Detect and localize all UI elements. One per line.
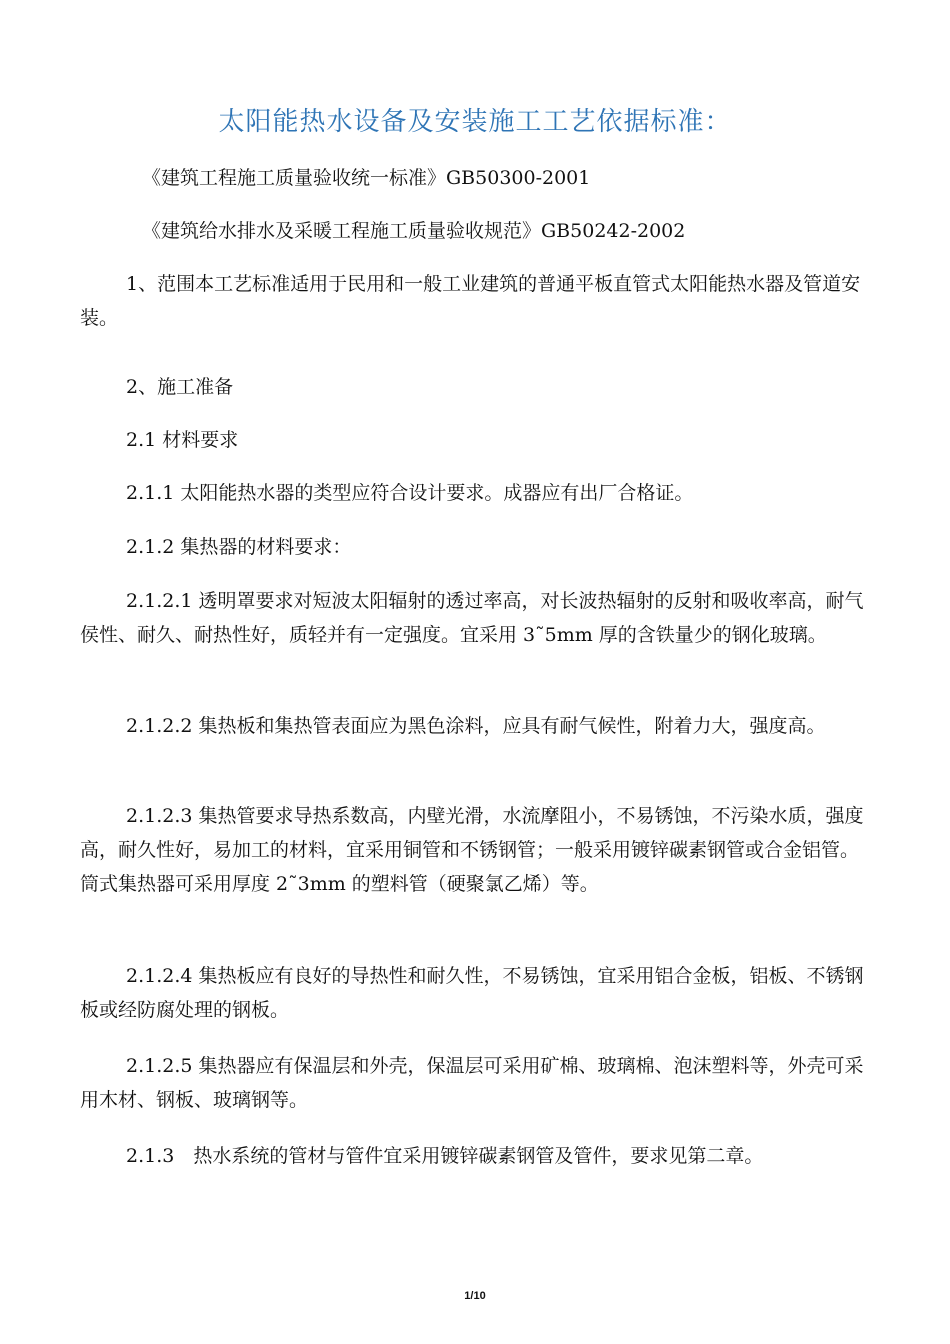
paragraph-2-1-2-4: 2.1.2.4 集热板应有良好的导热性和耐久性，不易锈蚀，宜采用铝合金板，铝板、不锈钢板或经防腐处理的钢板。 [80, 965, 864, 1021]
reference-standard: 《建筑工程施工质量验收统一标准》GB50300-2001 [142, 167, 591, 189]
document-title: 太阳能热水设备及安装施工工艺依据标准： [218, 107, 732, 137]
paragraph-2-1-2: 2.1.2 集热器的材料要求： [126, 536, 352, 558]
paragraph-scope: 1、范围本工艺标准适用于民用和一般工业建筑的普通平板直管式太阳能热水器及管道安装。 [80, 273, 861, 329]
paragraph-2-1-2-3: 2.1.2.3 集热管要求导热系数高，内壁光滑，水流摩阻小，不易锈蚀，不污染水质，强度高，耐久性好，易加工的材料，宜采用铜管和不锈钢管；一般采用镀锌碳素钢管或合金铝管。筒式集热器可采用厚度 2˜3mm 的塑料管（硬聚氯乙烯）等。 [80, 805, 864, 895]
paragraph-2-1-2-2: 2.1.2.2 集热板和集热管表面应为黑色涂料，应具有耐气候性，附着力大，强度高。 [126, 715, 826, 737]
paragraph-2-1-3: 2.1.3 热水系统的管材与管件宜采用镀锌碳素钢管及管件，要求见第二章。 [126, 1145, 764, 1167]
heading-construction-preparation: 2、施工准备 [126, 376, 234, 398]
reference-standard: 《建筑给水排水及采暖工程施工质量验收规范》GB50242-2002 [142, 220, 686, 242]
paragraph-2-1-1: 2.1.1 太阳能热水器的类型应符合设计要求。成器应有出厂合格证。 [126, 482, 694, 504]
paragraph-2-1-2-5: 2.1.2.5 集热器应有保温层和外壳，保温层可采用矿棉、玻璃棉、泡沫塑料等，外壳可采用木材、钢板、玻璃钢等。 [80, 1055, 864, 1111]
heading-material-requirements: 2.1 材料要求 [126, 429, 239, 451]
page-number: 1/10 [464, 1290, 486, 1302]
paragraph-2-1-2-1: 2.1.2.1 透明罩要求对短波太阳辐射的透过率高，对长波热辐射的反射和吸收率高，耐气侯性、耐久、耐热性好，质轻并有一定强度。宜采用 3˜5mm 厚的含铁量少的钢化玻璃。 [80, 590, 864, 646]
